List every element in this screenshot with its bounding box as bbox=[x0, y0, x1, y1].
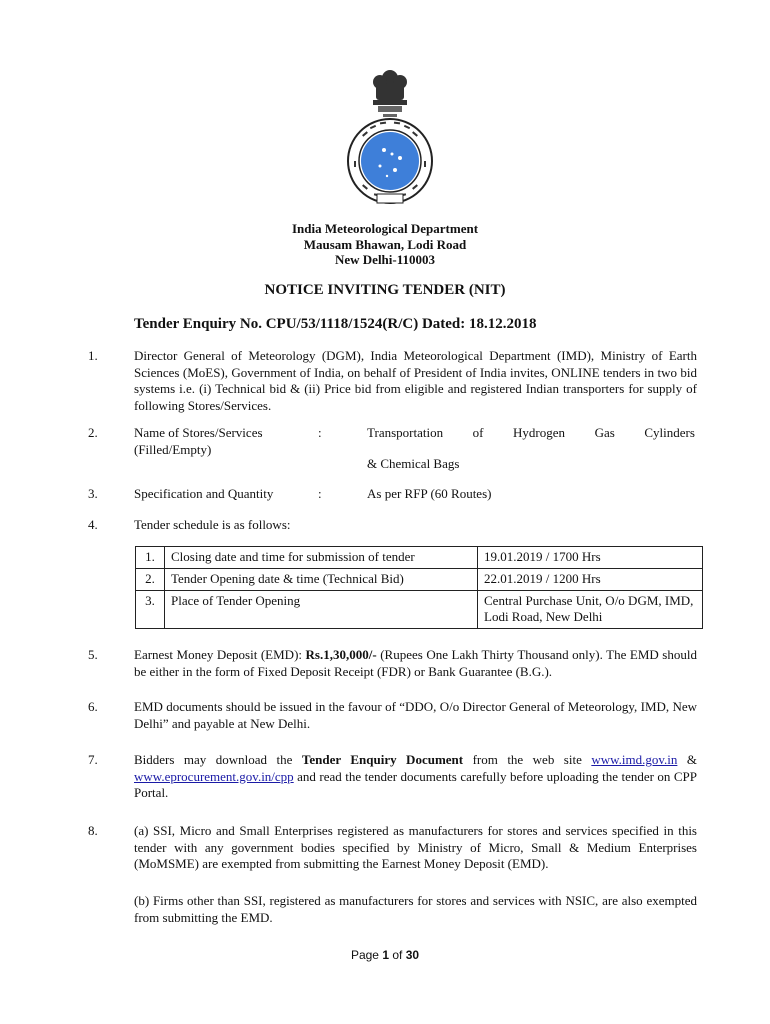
imd-emblem-icon bbox=[340, 66, 440, 206]
item-2-value-word: Hydrogen bbox=[513, 425, 566, 440]
total-pages: 30 bbox=[405, 948, 420, 962]
item-2-value-line2: & Chemical Bags bbox=[367, 456, 460, 471]
item-2-value bbox=[367, 425, 695, 441]
item-number: 3. bbox=[88, 486, 98, 501]
item-7-text-part: from the web site bbox=[463, 752, 592, 767]
schedule-cell-description: Tender Opening date & time (Technical Bid) bbox=[165, 569, 478, 591]
item-7-text bbox=[134, 752, 697, 802]
org-address-line2: New Delhi-110003 bbox=[334, 252, 436, 267]
item-2-value-word: Transportation bbox=[367, 425, 444, 440]
item-1-text: Director General of Meteorology (DGM), India Meteorological Department (IMD), Ministry of Earth Sciences (MoES), Government of India, on behalf of President of India invites, ONLINE tenders in two bid systems i.e. (i) Technical bid & (ii) Price bid from eligible and registered Indian transporters for supply of following Stores/Services. bbox=[134, 348, 697, 413]
schedule-cell-value: Central Purchase Unit, O/o DGM, IMD, Lodi Road, New Delhi bbox=[478, 591, 703, 629]
item-8a-text: (a) SSI, Micro and Small Enterprises registered as manufacturers for stores and services specified in this tender with any government bodies specified by Ministry of Micro, Small & Medium Enterprises (MoMSME) are exempted from submitting the Earnest Money Deposit (EMD). bbox=[134, 823, 697, 871]
schedule-cell-value: 19.01.2019 / 1700 Hrs bbox=[478, 547, 703, 569]
schedule-cell-description: Place of Tender Opening bbox=[165, 591, 478, 629]
imd-website-link[interactable]: www.imd.gov.in bbox=[591, 752, 678, 767]
item-4-text: Tender schedule is as follows: bbox=[134, 517, 291, 532]
item-number: 4. bbox=[88, 517, 98, 532]
item-number: 1. bbox=[88, 348, 98, 363]
item-number: 6. bbox=[88, 699, 98, 714]
item-5-text bbox=[134, 647, 697, 680]
org-address-line1: Mausam Bhawan, Lodi Road bbox=[303, 237, 467, 252]
item-5-text-before: Earnest Money Deposit (EMD): bbox=[134, 647, 306, 662]
item-number: 5. bbox=[88, 647, 98, 662]
item-3-colon: : bbox=[318, 486, 322, 501]
item-8b-text: (b) Firms other than SSI, registered as manufacturers for stores and services with NSIC, are also exempted from submitting the EMD. bbox=[134, 893, 697, 925]
tender-document-name: Tender Enquiry Document bbox=[301, 752, 464, 767]
item-6-text: EMD documents should be issued in the favour of “DDO, O/o Director General of Meteorology, IMD, New Delhi” and payable at New Delhi. bbox=[134, 699, 697, 731]
schedule-cell-value: 22.01.2019 / 1200 Hrs bbox=[478, 569, 703, 591]
page-word: Page bbox=[350, 948, 379, 962]
emd-amount: Rs.1,30,000/- bbox=[305, 647, 377, 662]
org-name: India Meteorological Department bbox=[291, 221, 479, 236]
item-2-value-word: Cylinders bbox=[644, 425, 695, 440]
item-7-text-part: and read the tender documents carefully before uploading the tender on CPP Portal. bbox=[134, 768, 697, 800]
item-7-text-part: & bbox=[677, 752, 697, 767]
document-title: NOTICE INVITING TENDER (NIT) bbox=[264, 282, 506, 298]
item-2-colon: : bbox=[318, 425, 322, 440]
item-2-label: Name of Stores/Services (Filled/Empty) bbox=[134, 425, 263, 457]
page-footer bbox=[0, 948, 770, 962]
of-word: of bbox=[392, 948, 403, 962]
schedule-cell-number: 2. bbox=[136, 569, 165, 591]
page-number: 1 bbox=[382, 948, 389, 962]
schedule-cell-number: 1. bbox=[136, 547, 165, 569]
item-2-value-word: Gas bbox=[594, 425, 615, 440]
table-row bbox=[136, 569, 703, 591]
item-3-label: Specification and Quantity bbox=[134, 486, 274, 501]
item-3-value: As per RFP (60 Routes) bbox=[367, 486, 492, 501]
table-row bbox=[136, 547, 703, 569]
item-number: 7. bbox=[88, 752, 98, 767]
tender-enquiry-number: Tender Enquiry No. CPU/53/1118/1524(R/C) Dated: 18.12.2018 bbox=[134, 316, 537, 332]
schedule-cell-description: Closing date and time for submission of tender bbox=[165, 547, 478, 569]
tender-schedule-table bbox=[135, 546, 703, 629]
eprocurement-link[interactable]: www.eprocurement.gov.in/cpp bbox=[134, 768, 294, 784]
item-2-value-word: of bbox=[472, 425, 484, 440]
item-number: 2. bbox=[88, 425, 98, 440]
table-row bbox=[136, 591, 703, 629]
item-number: 8. bbox=[88, 823, 98, 838]
item-5-text-after: (Rupees One Lakh Thirty Thousand only). The EMD should be either in the form of Fixed Deposit Receipt (FDR) or Bank Guarantee (B.G.). bbox=[134, 647, 697, 679]
schedule-cell-number: 3. bbox=[136, 591, 165, 629]
item-7-text-part: Bidders may download the bbox=[134, 752, 302, 767]
